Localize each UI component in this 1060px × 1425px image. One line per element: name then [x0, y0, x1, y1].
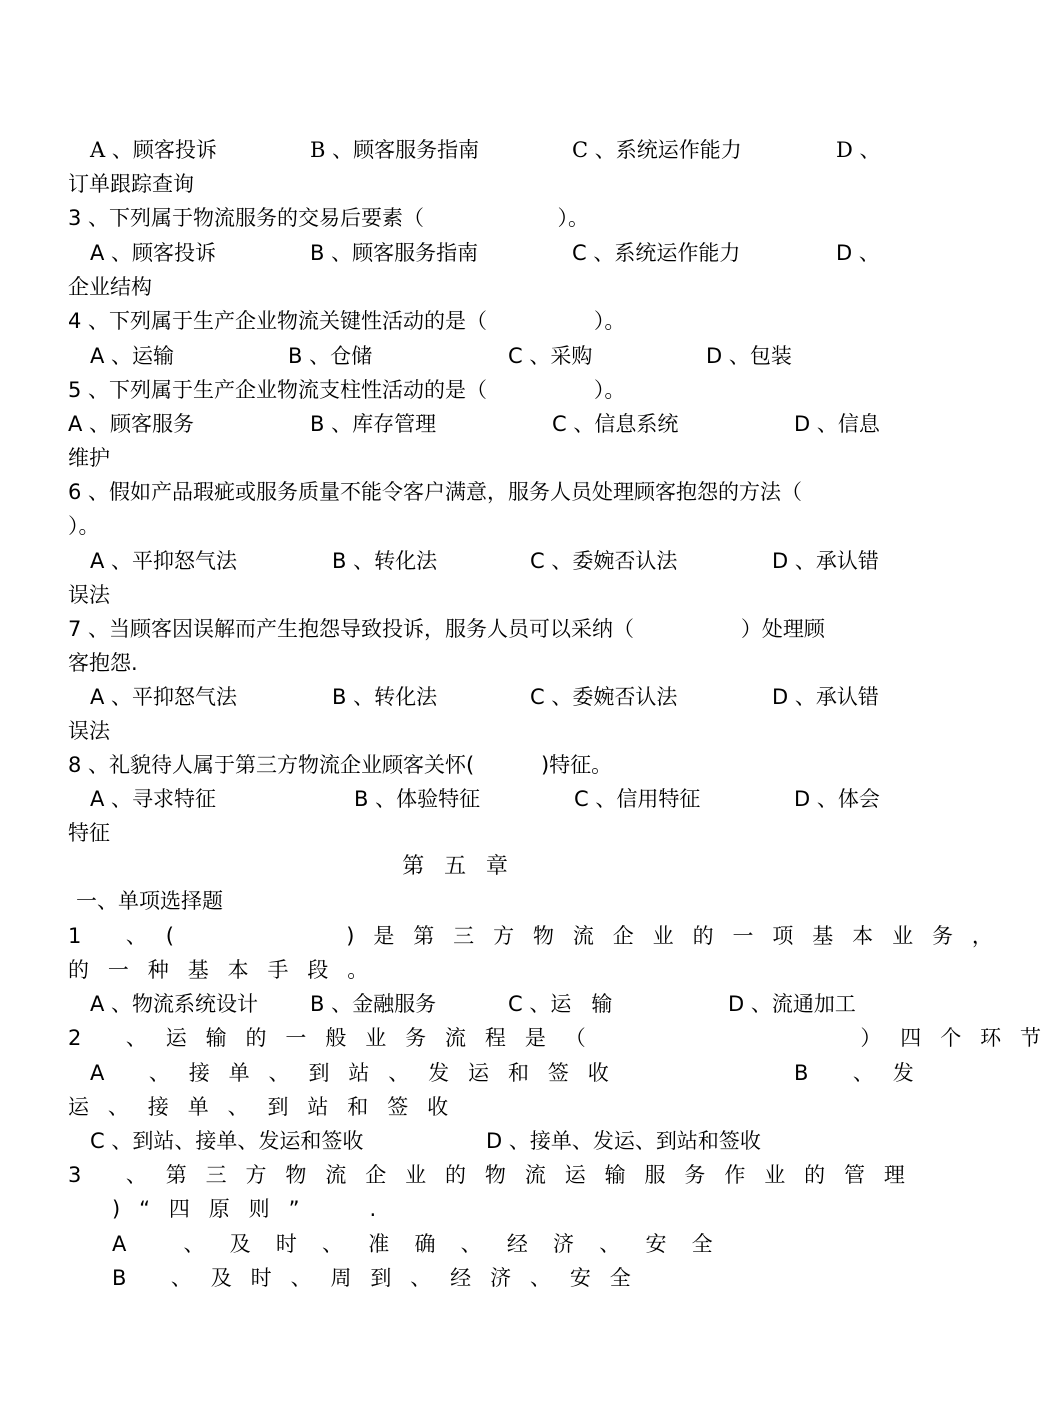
option-d: D 、承认错 [772, 549, 879, 573]
ch5-q1-wrap: 的一种基本手段。 [68, 958, 388, 982]
option-b: B 、转化法 [332, 685, 438, 709]
option-d: D 、体会 [794, 787, 880, 811]
ch5-q1: 1 、( )是第三方物流企业的一项基本业务， [68, 924, 1012, 948]
ch4-q8: 8 、礼貌待人属于第三方物流企业顾客关怀( )特征。 [68, 753, 613, 777]
option-a: A 、顾客投诉 [90, 241, 217, 265]
option-c: C 、信息系统 [552, 412, 679, 436]
option-b: B 、金融服务 [310, 992, 437, 1016]
option-b: B 、转化法 [332, 549, 438, 573]
ch4-q3-wrap: 企业结构 [68, 275, 152, 299]
option-b: B 、顾客服务指南 [310, 241, 479, 265]
option-b: B 、发 [794, 1061, 933, 1085]
option-b: B 、库存管理 [310, 412, 437, 436]
ch4-q5-wrap: 维护 [68, 446, 110, 470]
ch4-q7-wrap: 客抱怨. [68, 651, 138, 675]
ch5-q2: 2 、运输的一般业务流程是（ ）四个环节 [68, 1026, 1060, 1050]
option-a: A 、接单、到站、发运和签收 [90, 1061, 628, 1085]
option-d: D 、接单、发运、到站和签收 [486, 1129, 761, 1153]
option-d: D 、 [836, 138, 881, 162]
option-c: C 、委婉否认法 [530, 685, 678, 709]
option-d: D 、信息 [794, 412, 880, 436]
option-a: A 、物流系统设计 [90, 992, 259, 1016]
ch4-q7: 7 、当顾客因误解而产生抱怨导致投诉，服务人员可以采纳（ ）处理顾 [68, 617, 825, 641]
option-b-wrap: 运、接单、到站和签收 [68, 1095, 467, 1119]
option-a: A 、平抑怒气法 [90, 549, 238, 573]
option-a: A 、顾客投诉 [90, 138, 217, 162]
ch5-q3-end: )“四原则” . [112, 1197, 396, 1221]
option-a: A 、及时、准确、经济、安全 [112, 1232, 738, 1256]
option-b: B 、顾客服务指南 [310, 138, 480, 162]
ch4-q8-wrap: 特征 [68, 821, 110, 845]
ch4-q6-wrap2: 误法 [68, 583, 110, 607]
option-c: C 、系统运作能力 [572, 138, 742, 162]
option-d: D 、包装 [706, 344, 792, 368]
section-heading: 一、单项选择题 [76, 889, 223, 913]
ch4-q6-wrap: ）。 [68, 514, 100, 538]
option-a: A 、寻求特征 [90, 787, 217, 811]
chapter-title: 第五章 [402, 854, 528, 879]
ch4-q4: 4 、下列属于生产企业物流关键性活动的是（ ）。 [68, 309, 626, 333]
option-a: A 、顾客服务 [68, 412, 195, 436]
option-c: C 、运 输 [508, 992, 613, 1016]
option-a: A 、平抑怒气法 [90, 685, 238, 709]
option-d: D 、承认错 [772, 685, 879, 709]
option-c: C 、信用特征 [574, 787, 701, 811]
option-d: D 、 [836, 241, 880, 265]
option-d: D 、流通加工 [728, 992, 856, 1016]
ch5-q3: 3 、第三方物流企业的物流运输服务作业的管理 [68, 1163, 924, 1187]
ch4-q6: 6 、假如产品瑕疵或服务质量不能令客户满意，服务人员处理顾客抱怨的方法（ [68, 480, 803, 504]
ch4-q2-wrap: 订单跟踪查询 [68, 172, 194, 196]
ch4-q7-wrap2: 误法 [68, 719, 110, 743]
option-c: C 、系统运作能力 [572, 241, 741, 265]
option-b: B 、仓储 [288, 344, 373, 368]
ch4-q3: 3 、下列属于物流服务的交易后要素（ ）。 [68, 206, 590, 230]
option-b: B 、体验特征 [354, 787, 481, 811]
option-a: A 、运输 [90, 344, 175, 368]
ch4-q5: 5 、下列属于生产企业物流支柱性活动的是（ ）。 [68, 378, 626, 402]
option-c: C 、委婉否认法 [530, 549, 678, 573]
option-c: C 、到站、接单、发运和签收 [90, 1129, 364, 1153]
option-b: B 、及时、周到、经济、安全 [112, 1266, 650, 1290]
option-c: C 、采购 [508, 344, 593, 368]
